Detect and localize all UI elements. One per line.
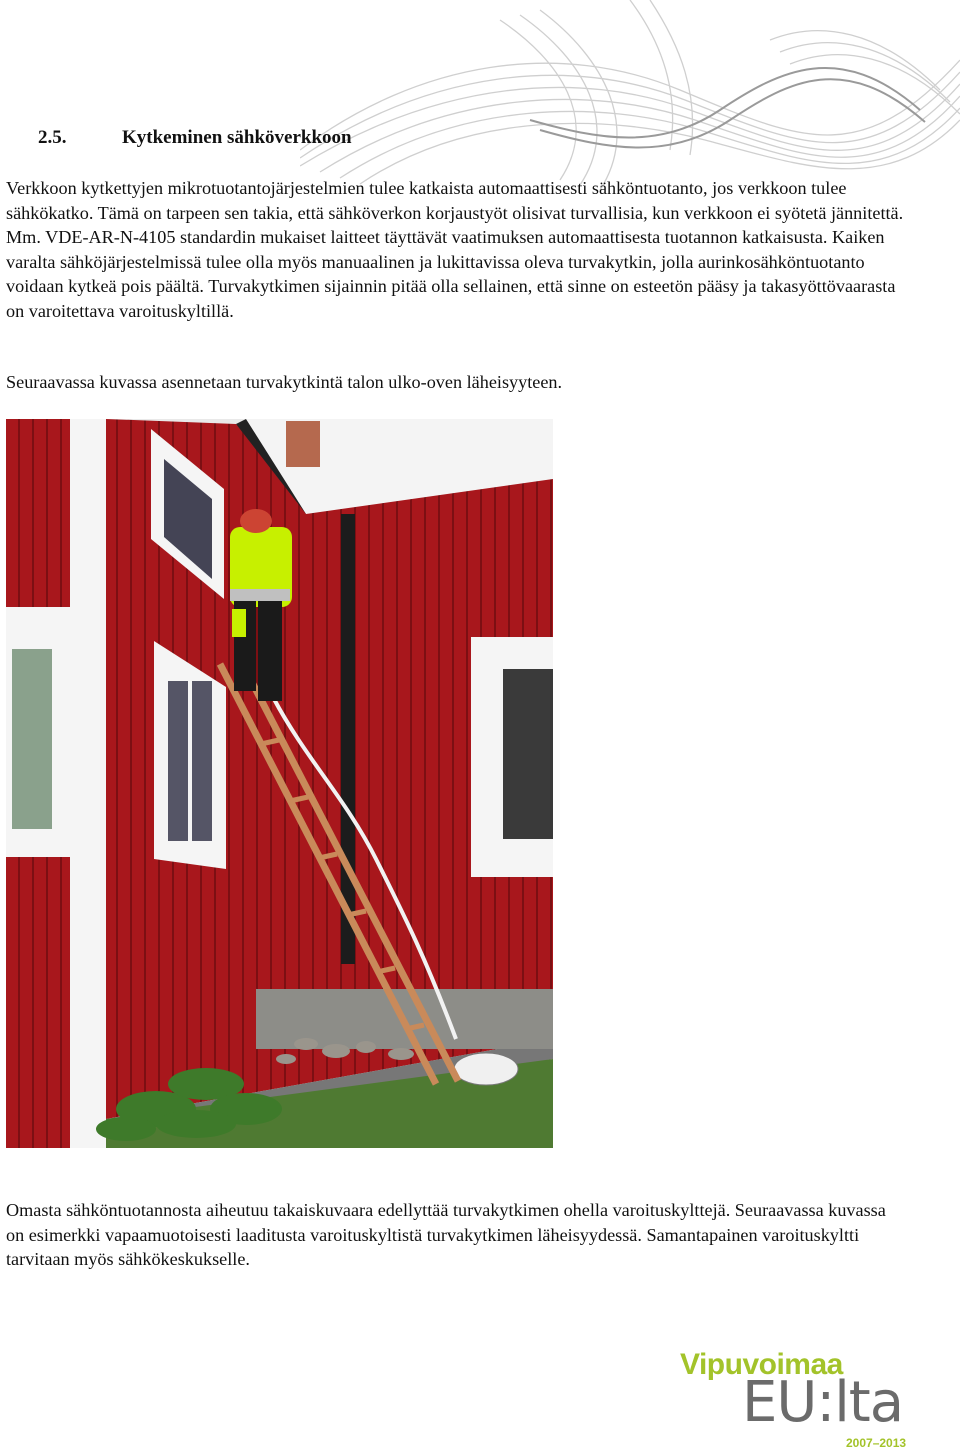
logo-line-2: EU:lta <box>742 1370 904 1435</box>
body-paragraph-2: Seuraavassa kuvassa asennetaan turvakytkintä talon ulko-oven läheisyyteen. <box>6 372 563 392</box>
logo-years: 2007–2013 <box>846 1436 907 1450</box>
section-heading <box>38 126 352 150</box>
decorative-ribbon-graphic <box>300 0 960 200</box>
installation-photo <box>6 419 553 1148</box>
logo-line-1: Vipuvoimaa <box>680 1348 843 1381</box>
body-paragraph-1: Verkkoon kytkettyjen mikrotuotantojärjestelmien tulee katkaista automaattisesti sähköntuotanto, jos verkkoon tulee sähkökatko. Tämä on tarpeen sen takia, että sähköverkon korjaustyöt olisivat turvallisia, kun verkkoon ei syötetä jännitettä. Mm. VDE-AR-N-4105 standardin mukaiset laitteet täyttävät vaatimuksen automaattisesta tuotannon katkaisusta. Kaiken varalta sähköjärjestelmissä tulee olla myös manuaalinen ja lukittavissa oleva turvakytkin, jolla aurinkosähköntuotanto voidaan kytkeä pois päältä. Turvakytkimen sijainnin pitää olla sellainen, että sinne on esteetön pääsy ja takasyöttövaarasta on varoitettava varoituskyltillä. <box>6 178 904 321</box>
vipuvoimaa-eu-logo <box>680 1348 920 1452</box>
section-number: 2.5. <box>38 127 67 148</box>
body-paragraph-3: Omasta sähköntuotannosta aiheutuu takaiskuvaara edellyttää turvakytkimen ohella varoituskylttejä. Seuraavassa kuvassa on esimerkki vapaamuotoisesti laaditusta varoituskyltistä turvakytkimen läheisyydessä. Samantapainen varoituskyltti tarvitaan myös sähkökeskukselle. <box>6 1200 886 1269</box>
section-title: Kytkeminen sähköverkkoon <box>122 127 352 148</box>
